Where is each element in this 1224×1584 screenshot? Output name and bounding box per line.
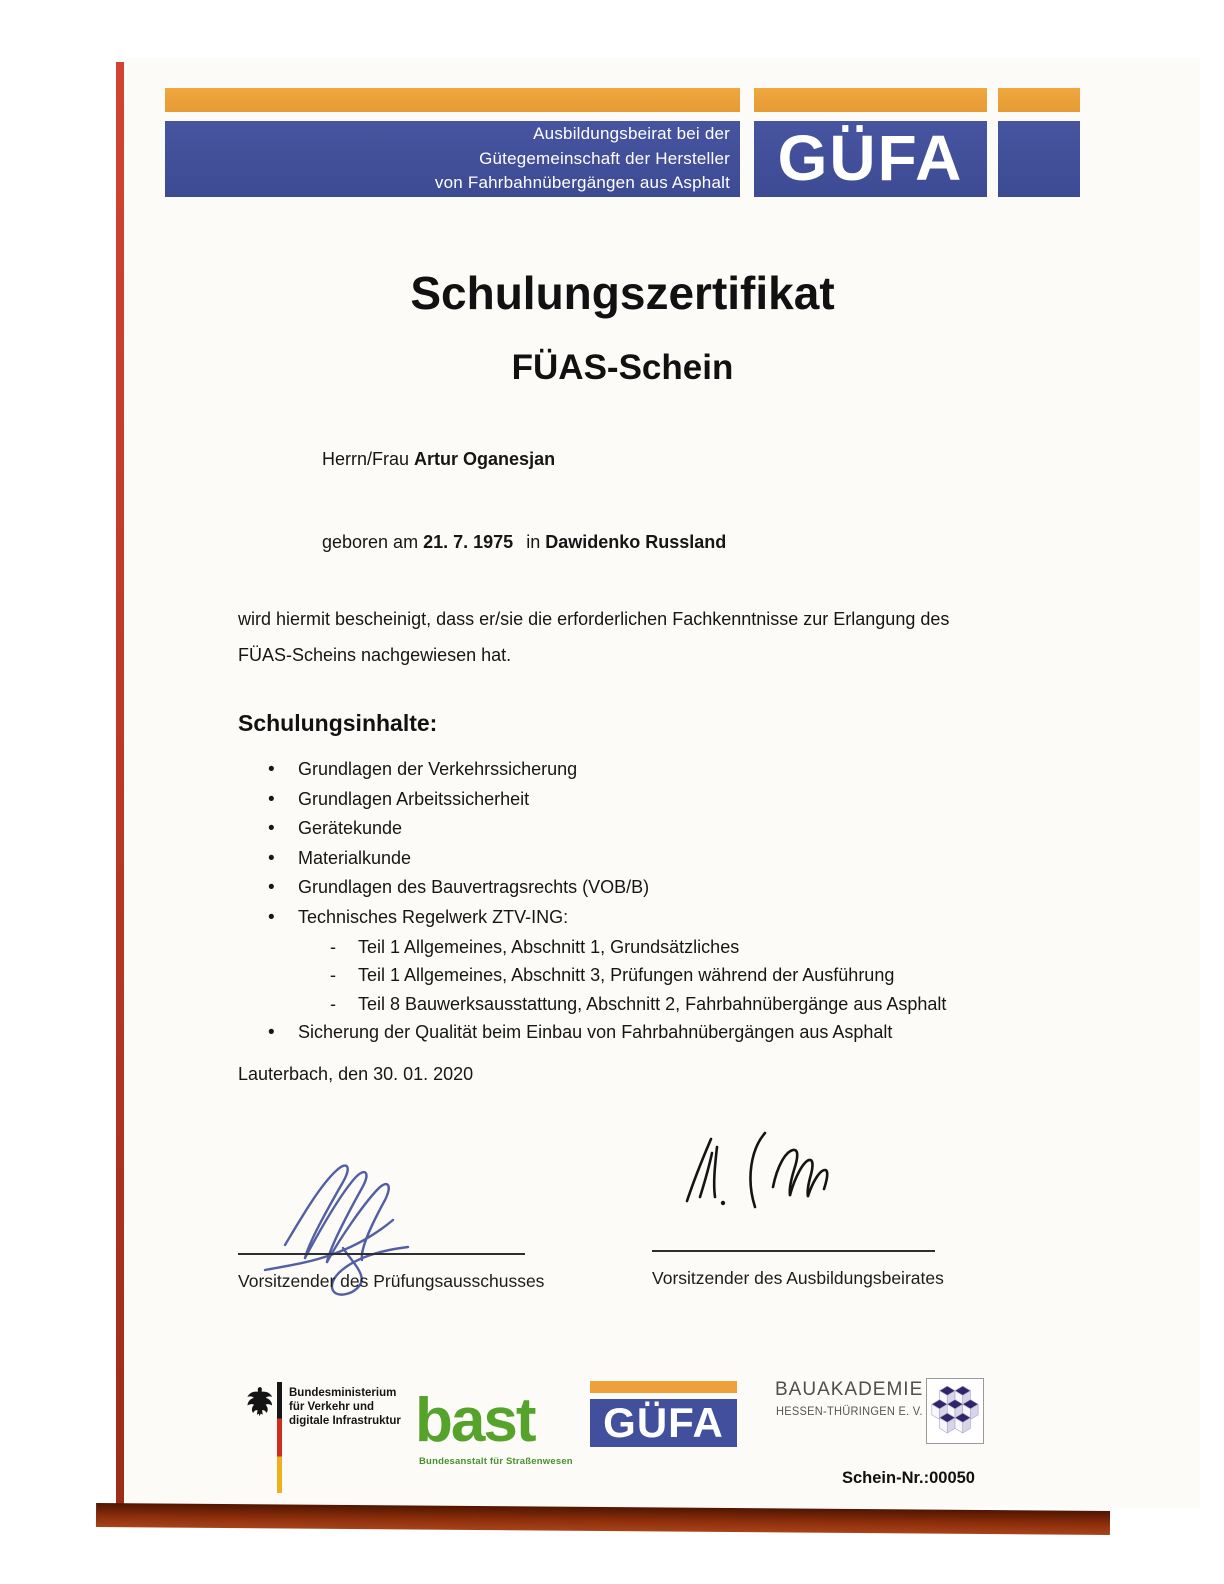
sub-item-text: Teil 8 Bauwerksausstattung, Abschnitt 2, Fahrbahnübergänge aus Asphalt [358,993,947,1014]
certificate-title: Schulungszertifikat [410,267,835,319]
dash-icon: - [330,993,336,1014]
header-orange-bar-right [998,88,1080,112]
list-item [238,844,946,874]
list-item-text: Grundlagen der Verkehrssicherung [298,759,578,779]
bullet-icon: • [268,788,275,810]
bullet-icon: • [268,906,275,928]
guefa-logo-text: GÜFA [777,122,964,194]
dash-icon: - [330,936,336,957]
bundesadler-icon [246,1384,274,1420]
list-item [238,1018,946,1048]
sub-list-item [238,990,946,1019]
list-item [238,785,946,815]
cubes-icon [926,1378,984,1444]
signature-right-ink [675,1125,845,1235]
bullet-icon: • [268,759,275,780]
guefa-footer-logo [590,1381,737,1447]
org-line: Gütegemeinschaft der Hersteller [479,148,730,168]
bullet-icon: • [268,877,275,899]
statement-line: wird hiermit bescheinigt, dass er/sie die erforderlichen Fachkenntnisse zur Erlangung des [238,609,950,629]
statement-line: FÜAS-Scheins nachgewiesen hat. [238,645,512,665]
bmvi-line: digitale Infrastruktur [289,1415,401,1427]
header-banner [165,88,1080,197]
contents-heading: Schulungsinhalte: [238,710,438,736]
header-orange-bar-left [165,88,740,112]
header-blue-bar-right [998,121,1080,197]
recipient-line [322,449,555,470]
bullet-icon: • [268,847,275,869]
list-item [238,755,946,785]
birth-connector: in [526,532,541,552]
guefa-footer-logo-text: GÜFA [590,1399,737,1447]
list-item-text: Gerätekunde [298,818,403,839]
dash-icon: - [330,965,336,986]
signature-label-right: Vorsitzender des Ausbildungsbeirates [652,1268,944,1288]
signature-line-left [238,1253,525,1255]
contents-list [238,755,946,1048]
birth-line [322,532,726,553]
birth-place: Dawidenko Russland [545,532,727,552]
bmvi-logo [289,1386,401,1428]
birth-label: geboren am [322,532,419,552]
bullet-icon: • [268,818,275,840]
list-item-text: Grundlagen Arbeitssicherheit [298,788,530,809]
signature-line-right [652,1250,935,1252]
bmvi-line: Bundesministerium [289,1387,397,1399]
recipient-salutation: Herrn/Frau [322,449,410,469]
schein-number: Schein-Nr.:00050 [842,1469,975,1487]
list-item [238,873,946,903]
certificate-subtitle: FÜAS-Schein [511,348,734,387]
sub-item-text: Teil 1 Allgemeines, Abschnitt 1, Grundsätzliches [358,936,740,957]
sub-item-text: Teil 1 Allgemeines, Abschnitt 3, Prüfungen während der Ausführung [358,965,895,986]
list-item [238,814,946,844]
signature-label-left: Vorsitzender des Prüfungsausschusses [238,1271,545,1291]
list-item [238,903,946,933]
list-item-text: Sicherung der Qualität beim Einbau von Fahrbahnübergängen aus Asphalt [298,1022,893,1043]
header-orange-bar-middle [754,88,987,112]
scan-red-edge-left [116,62,124,1510]
flag-stripe-icon [277,1382,282,1493]
statement [238,601,949,673]
sub-list-item [238,961,946,990]
bmvi-line: für Verkehr und [289,1401,374,1413]
bast-logo-subtitle: Bundesanstalt für Straßenwesen [419,1456,573,1467]
bast-logo: bast [415,1386,535,1455]
list-item-text: Grundlagen des Bauvertragsrechts (VOB/B) [298,877,650,898]
list-item-text: Materialkunde [298,847,412,868]
org-line: von Fahrbahnübergängen aus Asphalt [434,173,730,193]
birth-date: 21. 7. 1975 [423,532,514,552]
header-org-name [165,121,740,197]
date-line: Lauterbach, den 30. 01. 2020 [238,1064,474,1084]
guefa-footer-orange-bar [590,1381,737,1393]
recipient-name: Artur Oganesjan [414,449,556,469]
guefa-logo [754,121,987,197]
list-item-text: Technisches Regelwerk ZTV-ING: [298,906,569,927]
org-line: Ausbildungsbeirat bei der [533,124,730,144]
bauakademie-logo-subtitle: HESSEN-THÜRINGEN E. V. [776,1404,923,1418]
bauakademie-logo: BAUAKADEMIE [775,1379,924,1400]
sub-list-item [238,933,946,962]
bullet-icon: • [268,1022,275,1044]
header-blue-bar-left [165,121,740,197]
